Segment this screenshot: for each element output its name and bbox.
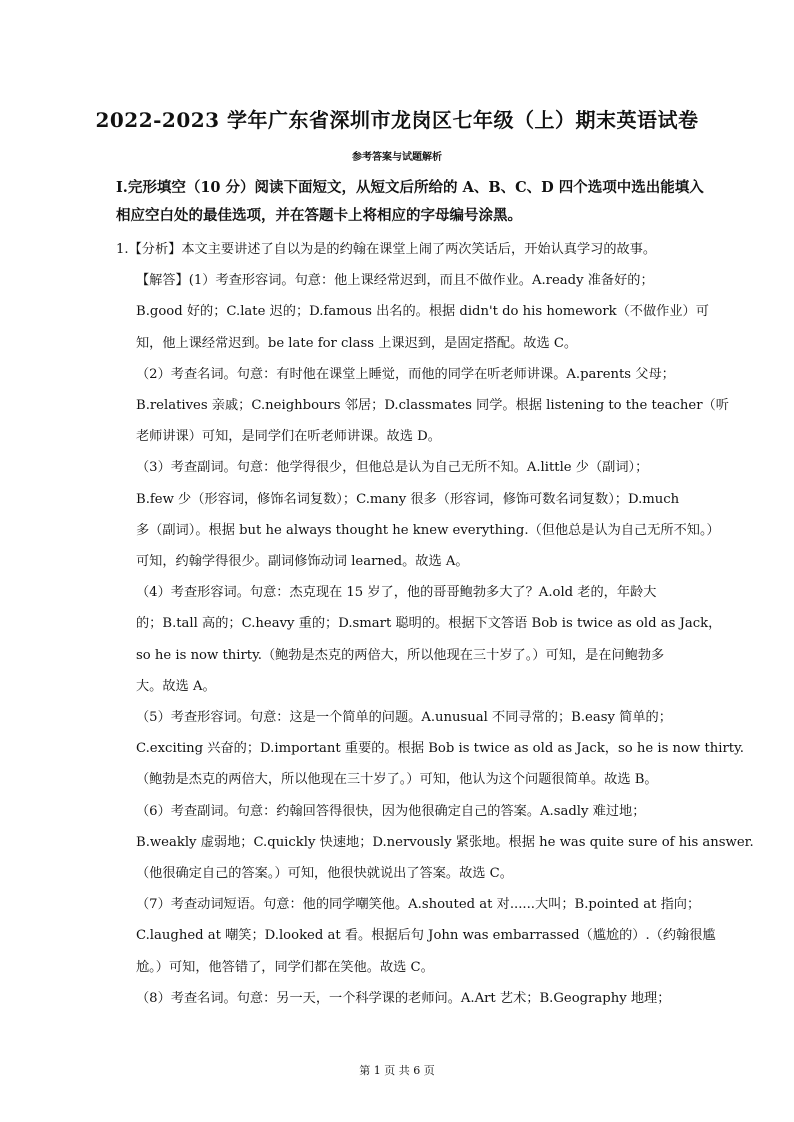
text-line: B.few 少（形容词，修饰名词复数）；C.many 很多（形容词，修饰可数名词复数）；D.much — [136, 491, 680, 507]
text-line: 多（副词）。根据 but he always thought he knew everything.（但他总是认为自己无所不知。） — [136, 522, 720, 538]
page-title: 2022-2023 学年广东省深圳市龙岗区七年级（上）期末英语试卷 — [95, 108, 699, 132]
text-line: 大。故选 A。 — [136, 678, 216, 694]
text-line: （5）考查形容词。句意：这是一个简单的问题。A.unusual 不同寻常的；B.easy 简单的； — [136, 710, 672, 726]
text-line: 老师讲课）可知，是同学们在听老师讲课。故选 D。 — [136, 429, 441, 445]
text-line: （鲍勃是杰克的两倍大，所以他现在三十岁了。）可知，他认为这个问题很简单。故选 B。 — [136, 772, 658, 788]
text-line: C.exciting 兴奋的；D.important 重要的。根据 Bob is twice as old as Jack，so he is now thirty. — [136, 741, 744, 757]
text-line: 可知，约翰学得很少。副词修饰动词 learned。故选 A。 — [136, 554, 469, 570]
section-heading — [116, 174, 704, 230]
text-line: （6）考查副词。句意：约翰回答得很快，因为他很确定自己的答案。A.sadly 难过地； — [136, 803, 646, 819]
text-line: （8）考查名词。句意：另一天，一个科学课的老师问。A.Art 艺术；B.Geography 地理； — [136, 990, 671, 1006]
text-line: B.weakly 虚弱地；C.quickly 快速地；D.nervously 紧张地。根据 he was quite sure of his answer. — [136, 834, 754, 850]
text-line: B.relatives 亲戚；C.neighbours 邻居；D.classmates 同学。根据 listening to the teacher（听 — [136, 398, 729, 414]
text-line: （他很确定自己的答案。）可知，他很快就说出了答案。故选 C。 — [136, 866, 513, 882]
text-line: C.laughed at 嘲笑；D.looked at 看。根据后句 John was embarrassed（尴尬的）.（约翰很尴 — [136, 928, 716, 944]
text-line: B.good 好的；C.late 迟的；D.famous 出名的。根据 didn't do his homework（不做作业）可 — [136, 304, 709, 320]
page-footer: 第 1 页 共 6 页 — [359, 1064, 435, 1077]
text-line: 尬。）可知，他答错了，同学们都在笑他。故选 C。 — [136, 959, 434, 975]
page-subtitle: 参考答案与试题解析 — [352, 152, 442, 163]
text-line: （2）考查名词。句意：有时他在课堂上睡觉，而他的同学在听老师讲课。A.parents 父母； — [136, 366, 675, 382]
answer-body — [116, 234, 754, 1014]
text-line: 【解答】(1）考查形容词。句意：他上课经常迟到，而且不做作业。A.ready 准备好的； — [136, 273, 654, 289]
text-line: （7）考查动词短语。句意：他的同学嘲笑他。A.shouted at 对......大叫；B.pointed at 指向； — [136, 897, 701, 913]
text-line: 的；B.tall 高的；C.heavy 重的；D.smart 聪明的。根据下文答语 Bob is twice as old as Jack， — [136, 616, 722, 632]
section-heading-line: I.完形填空（10 分）阅读下面短文，从短文后所给的 A、B、C、D 四个选项中选出能填入 — [116, 179, 704, 196]
text-line: （3）考查副词。句意：他学得很少，但他总是认为自己无所不知。A.little 少（副词）； — [136, 460, 649, 476]
text-line: 知，他上课经常迟到。be late for class 上课迟到，是固定搭配。故选 C。 — [136, 335, 578, 351]
section-heading-line: 相应空白处的最佳选项，并在答题卡上将相应的字母编号涂黑。 — [116, 207, 522, 224]
text-line: 1.【分析】本文主要讲述了自以为是的约翰在课堂上闹了两次笑话后，开始认真学习的故事。 — [116, 242, 657, 257]
text-line: （4）考查形容词。句意：杰克现在 15 岁了，他的哥哥鲍勃多大了？A.old 老的，年龄大 — [136, 585, 657, 601]
text-line: so he is now thirty.（鲍勃是杰克的两倍大，所以他现在三十岁了。）可知，是在问鲍勃多 — [136, 647, 665, 663]
